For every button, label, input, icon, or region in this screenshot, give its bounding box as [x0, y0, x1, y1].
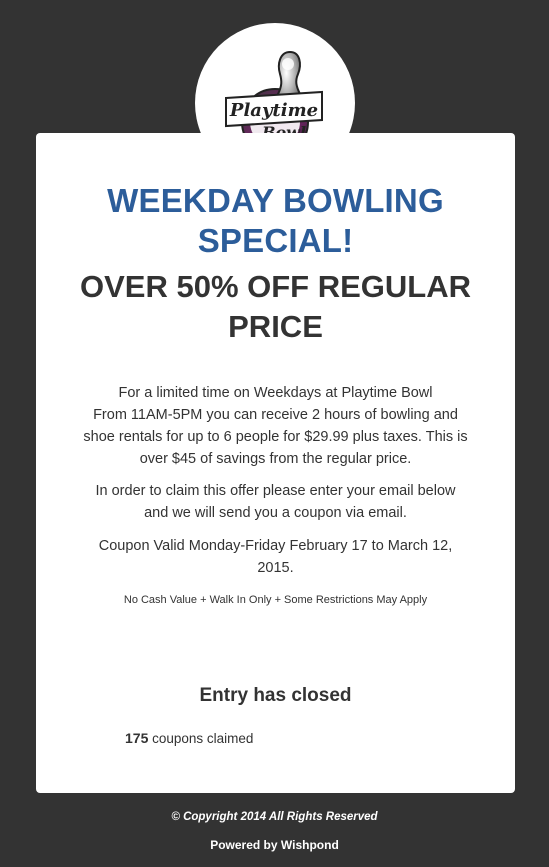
headline-line-2: SPECIAL! — [197, 222, 354, 259]
validity-line: Coupon Valid Monday-Friday February 17 to March 12, — [98, 538, 453, 554]
offer-description — [56, 382, 495, 470]
powered-by-link[interactable] — [0, 836, 549, 854]
description-line: shoe rentals for up to 6 people for $29.99 plus taxes. This is — [83, 429, 468, 445]
powered-by-prefix: Powered by — [210, 838, 278, 852]
description-line: over $45 of savings from the regular price. — [139, 451, 412, 467]
logo-text-playtime: Playtime — [229, 100, 319, 121]
offer-subheadline — [36, 267, 515, 347]
description-line: For a limited time on Weekdays at Playtime Bowl — [118, 385, 433, 401]
copyright-notice: © Copyright 2014 All Rights Reserved — [171, 811, 378, 823]
coupon-validity — [56, 535, 495, 579]
coupons-claimed — [125, 728, 253, 749]
subheadline-line-2: PRICE — [228, 309, 323, 344]
offer-headline — [36, 181, 515, 261]
powered-by-brand[interactable]: Wishpond — [280, 838, 339, 852]
instructions-line: In order to claim this offer please enter your email below — [95, 483, 456, 499]
entry-closed-message: Entry has closed — [199, 685, 352, 706]
claimed-count: 175 — [125, 730, 149, 746]
offer-card — [36, 133, 515, 793]
headline-line-1: WEEKDAY BOWLING — [107, 182, 444, 219]
description-line: From 11AM-5PM you can receive 2 hours of bowling and — [93, 407, 458, 423]
restrictions-disclaimer: No Cash Value + Walk In Only + Some Restrictions May Apply — [123, 594, 428, 606]
instructions-line: and we will send you a coupon via email. — [144, 505, 407, 521]
subheadline-line-1: OVER 50% OFF REGULAR — [80, 269, 471, 304]
validity-line: 2015. — [257, 560, 294, 576]
claim-instructions — [56, 480, 495, 524]
claimed-label: coupons claimed — [152, 731, 254, 746]
